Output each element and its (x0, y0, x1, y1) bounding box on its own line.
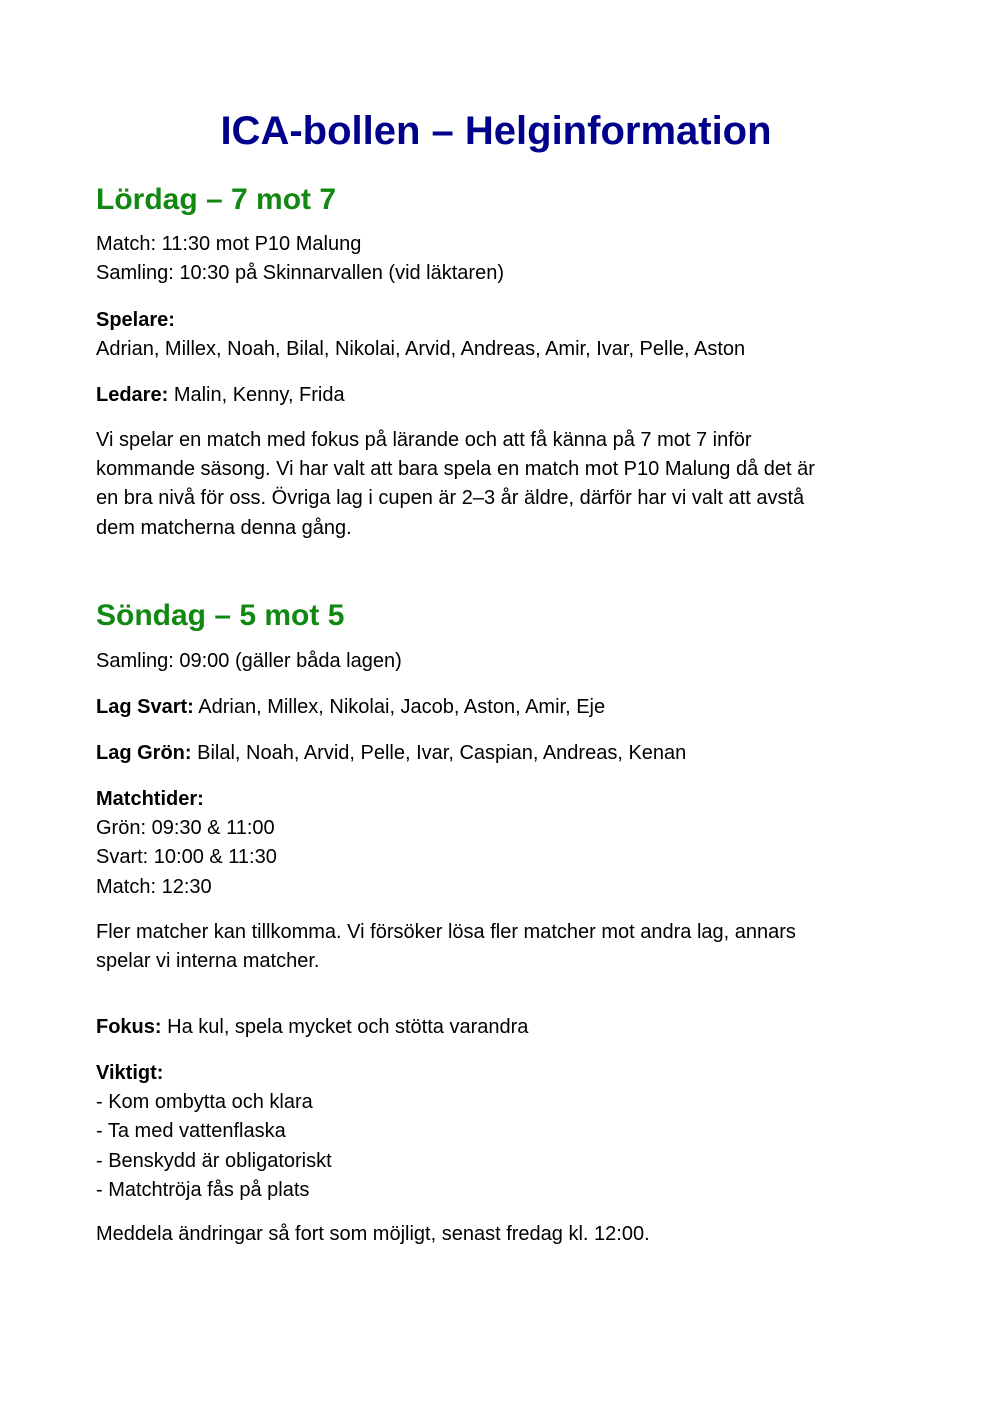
notice (96, 1220, 906, 1249)
important-item: - Matchtröja fås på plats (96, 1178, 310, 1201)
leaders-list: Malin, Kenny, Frida (173, 384, 345, 406)
more-matches-line: Fler matcher kan tillkomma. Vi försöker lösa fler matcher mot andra lag, annars (96, 921, 796, 943)
saturday-heading: Lördag – 7 mot 7 (96, 183, 337, 216)
team-black-label: Lag Svart: (96, 696, 194, 718)
important-list (96, 1059, 906, 1205)
paragraph-line: Vi spelar en match med fokus på lärande och att få känna på 7 mot 7 inför (96, 429, 752, 451)
important-item: - Benskydd är obligatoriskt (96, 1149, 332, 1172)
saturday-players (96, 306, 906, 364)
paragraph-line: kommande säsong. Vi har valt att bara spela en match mot P10 Malung då det är (96, 458, 815, 481)
important-item: - Ta med vattenflaska (96, 1120, 286, 1143)
team-green-label: Lag Grön: (96, 742, 192, 764)
saturday-leaders (96, 381, 906, 410)
important-label: Viktigt: (96, 1062, 164, 1084)
sunday-gathering-line: Samling: 09:00 (gäller båda lagen) (96, 650, 402, 672)
more-matches-line: spelar vi interna matcher. (96, 950, 320, 973)
sunday-heading: Söndag – 5 mot 5 (96, 599, 345, 632)
important-item: - Kom ombytta och klara (96, 1091, 313, 1114)
team-black (96, 693, 906, 722)
paragraph-line: dem matcherna denna gång. (96, 516, 352, 539)
saturday-paragraph (96, 426, 906, 543)
more-matches (96, 918, 906, 976)
saturday-info (96, 230, 906, 288)
players-list: Adrian, Millex, Noah, Bilal, Nikolai, Arvid, Andreas, Amir, Ivar, Pelle, Aston (96, 338, 746, 361)
match-time-item: Svart: 10:00 & 11:30 (96, 846, 277, 869)
paragraph-line: en bra nivå för oss. Övriga lag i cupen är 2–3 år äldre, därför har vi valt att avstå (96, 487, 805, 510)
match-time-item: Grön: 09:30 & 11:00 (96, 817, 275, 840)
page-title: ICA-bollen – Helginformation (220, 109, 772, 153)
focus-text: Ha kul, spela mycket och stötta varandra (167, 1016, 529, 1038)
focus-label: Fokus: (96, 1016, 162, 1038)
match-time-item: Match: 12:30 (96, 875, 212, 898)
match-times (96, 785, 906, 902)
team-green (96, 739, 906, 768)
match-times-label: Matchtider: (96, 788, 204, 810)
saturday-gathering-line: Samling: 10:30 på Skinnarvallen (vid läktaren) (96, 262, 504, 285)
team-green-players: Bilal, Noah, Arvid, Pelle, Ivar, Caspian, Andreas, Kenan (197, 742, 687, 764)
team-black-players: Adrian, Millex, Nikolai, Jacob, Aston, Amir, Eje (198, 696, 606, 718)
leaders-label: Ledare: (96, 384, 169, 406)
focus (96, 1013, 906, 1042)
saturday-match-line: Match: 11:30 mot P10 Malung (96, 233, 362, 255)
players-label: Spelare: (96, 309, 175, 331)
notice-text: Meddela ändringar så fort som möjligt, senast fredag kl. 12:00. (96, 1223, 650, 1245)
sunday-gathering (96, 647, 906, 676)
